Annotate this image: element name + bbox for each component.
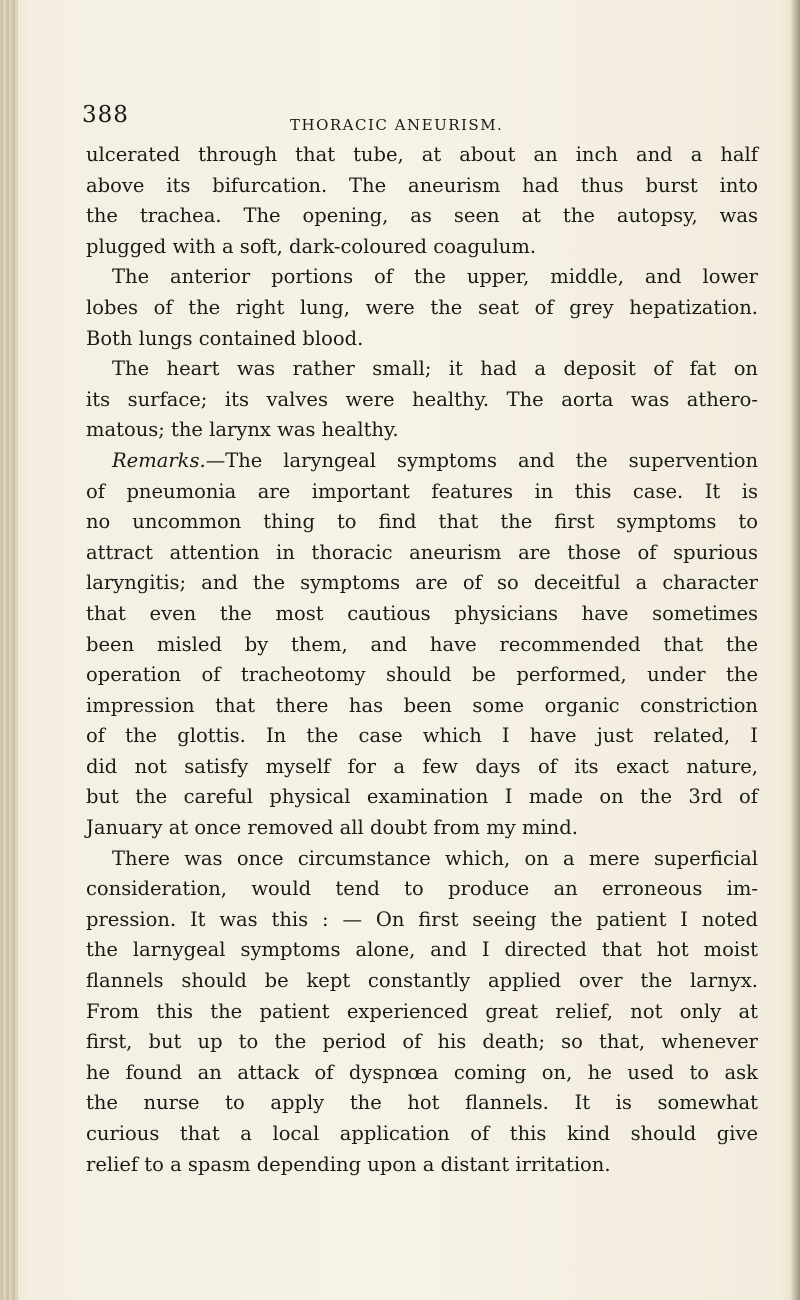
text-line: matous; the larynx was healthy. — [86, 418, 399, 442]
text-line: the trachea. The opening, as seen at the autopsy, was — [86, 204, 758, 228]
binding-gutter — [0, 0, 18, 1300]
text-line: Both lungs contained blood. — [86, 326, 364, 350]
text-line: flannels should be kept constantly applied over the larnyx. — [86, 969, 758, 993]
text-line: The anterior portions of the upper, middle, and lower — [112, 265, 758, 289]
page-edge — [790, 0, 800, 1300]
running-head: THORACIC ANEURISM. — [290, 116, 504, 134]
text-line: that even the most cautious physicians have sometimes — [86, 601, 758, 625]
text-line: From this the patient experienced great relief, not only at — [86, 999, 758, 1023]
text-line: impression that there has been some organic constriction — [86, 693, 758, 717]
text-line: pression. It was this : — On first seeing the patient I noted — [86, 907, 758, 931]
text-line: relief to a spasm depending upon a distant irritation. — [86, 1152, 611, 1176]
remarks-line — [86, 446, 758, 477]
remarks-label: Remarks. — [112, 448, 206, 472]
text-line: no uncommon thing to find that the first symptoms to — [86, 510, 758, 534]
text-line: of pneumonia are important features in this case. It is — [86, 479, 758, 503]
text-line: did not satisfy myself for a few days of its exact nature, — [86, 754, 758, 778]
text-line: he found an attack of dyspnœa coming on, he used to ask — [86, 1060, 758, 1084]
text-line: of the glottis. In the case which I have just related, I — [86, 724, 758, 748]
text-line: The heart was rather small; it had a deposit of fat on — [112, 357, 758, 381]
text-line: above its bifurcation. The aneurism had thus burst into — [86, 173, 758, 197]
text-line: January at once removed all doubt from my mind. — [86, 816, 578, 840]
text-line: the nurse to apply the hot flannels. It is somewhat — [86, 1091, 758, 1115]
text-line: plugged with a soft, dark-coloured coagulum. — [86, 234, 537, 258]
text-line: been misled by them, and have recommended that the — [86, 632, 758, 656]
page-number: 388 — [82, 102, 129, 128]
text-line: its surface; its valves were healthy. The aorta was athero- — [86, 387, 758, 411]
body-text — [86, 140, 758, 1180]
text-line: laryngitis; and the symptoms are of so deceitful a character — [86, 571, 758, 595]
text-line: first, but up to the period of his death; so that, whenever — [86, 1030, 758, 1054]
text-line: There was once circumstance which, on a mere superficial — [112, 846, 758, 870]
text-line: —The laryngeal symptoms and the supervention — [205, 448, 758, 472]
text-line: but the careful physical examination I made on the 3rd of — [86, 785, 758, 809]
text-line: operation of tracheotomy should be performed, under the — [86, 663, 758, 687]
text-line: curious that a local application of this kind should give — [86, 1122, 758, 1145]
text-line: ulcerated through that tube, at about an inch and a half — [86, 143, 758, 166]
text-line: lobes of the right lung, were the seat of grey hepatization. — [86, 295, 758, 319]
text-line: attract attention in thoracic aneurism are those of spurious — [86, 540, 758, 564]
text-line: consideration, would tend to produce an erroneous im- — [86, 877, 758, 901]
text-line: the larnygeal symptoms alone, and I directed that hot moist — [86, 938, 758, 962]
